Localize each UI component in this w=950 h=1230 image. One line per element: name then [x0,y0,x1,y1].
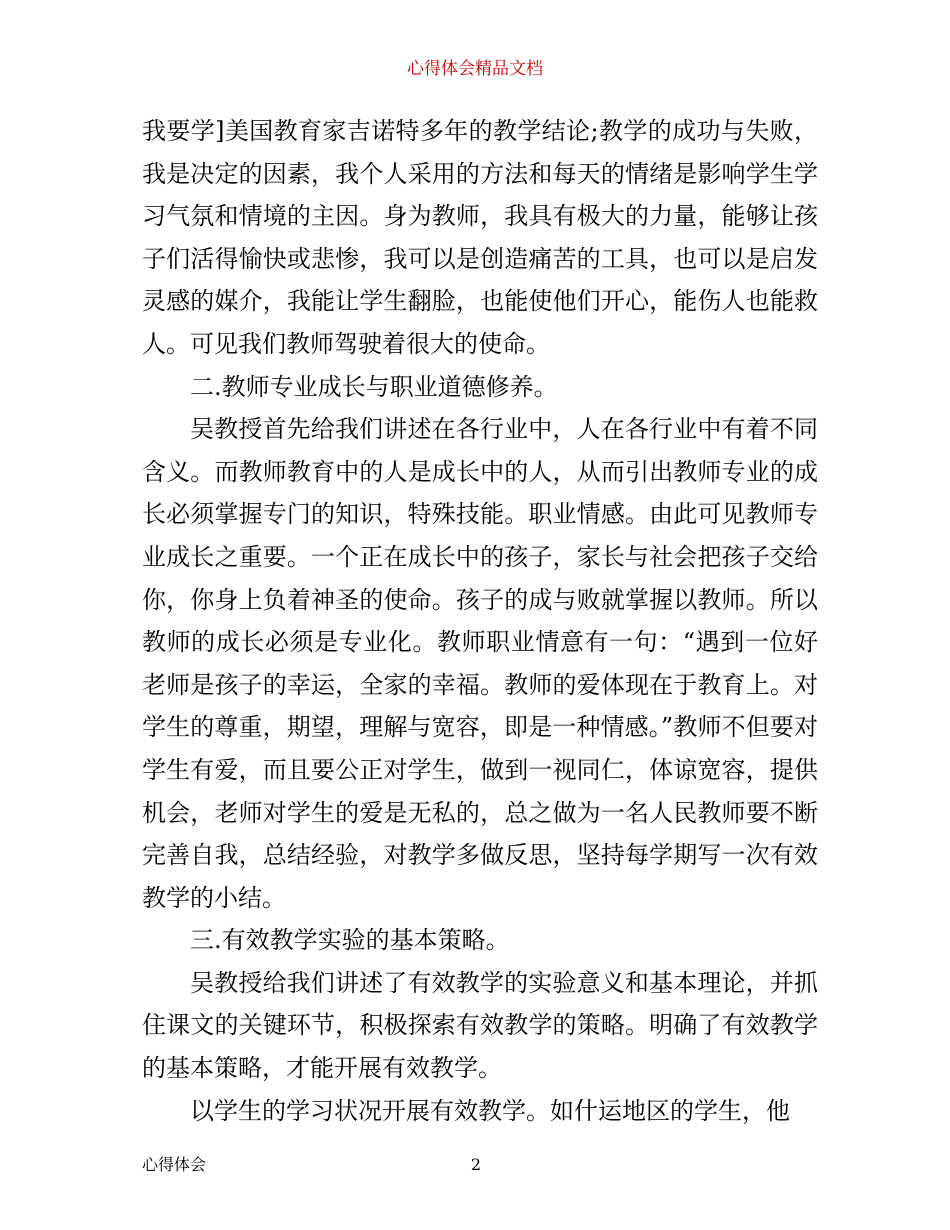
footer-label: 心得体会 [142,1155,207,1174]
paragraph-1: 我要学]美国教育家吉诺特多年的教学结论;教学的成功与失败，我是决定的因素，我个人采用的方法和每天的情绪是影响学生学习气氛和情境的主因。身为教师，我具有极大的力量，能够让孩子们活得愉快或悲惨，我可以是创造痛苦的工具，也可以是启发灵感的媒介，我能让学生翻脸，也能使他们开心，能伤人也能救人。可见我们教师驾驶着很大的使命。 [142,117,818,358]
document-body [142,110,818,1132]
paragraph-6: 以学生的学习状况开展有效教学。如什运地区的学生，他 [190,1096,790,1125]
section-heading-3: 三.有效教学实验的基本策略。 [190,926,510,955]
paragraph-5: 吴教授给我们讲述了有效教学的实验意义和基本理论，并抓住课文的关键环节，积极探索有效教学的策略。明确了有效教学的基本策略，才能开展有效教学。 [142,968,818,1083]
page-header-title: 心得体会精品文档 [407,59,543,79]
paragraph-3: 吴教授首先给我们讲述在各行业中，人在各行业中有着不同含义。而教师教育中的人是成长中的人，从而引出教师专业的成长必须掌握专门的知识，特殊技能。职业情感。由此可见教师专业成长之重要。一个正在成长中的孩子，家长与社会把孩子交给你，你身上负着神圣的使命。孩子的成与败就掌握以教师。所以教师的成长必须是专业化。教师职业情意有一句：“遇到一位好老师是孩子的幸运，全家的幸福。教师的爱体现在于教育上。对学生的尊重，期望，理解与宽容，即是一种情感。”教师不但要对学生有爱，而且要公正对学生，做到一视同仁，体谅宽容，提供机会，老师对学生的爱是无私的，总之做为一名人民教师要不断完善自我，总结经验，对教学多做反思，坚持每学期写一次有效教学的小结。 [142,415,818,912]
section-heading-2: 二.教师专业成长与职业道德修养。 [190,372,558,401]
page-number: 2 [470,1155,482,1174]
